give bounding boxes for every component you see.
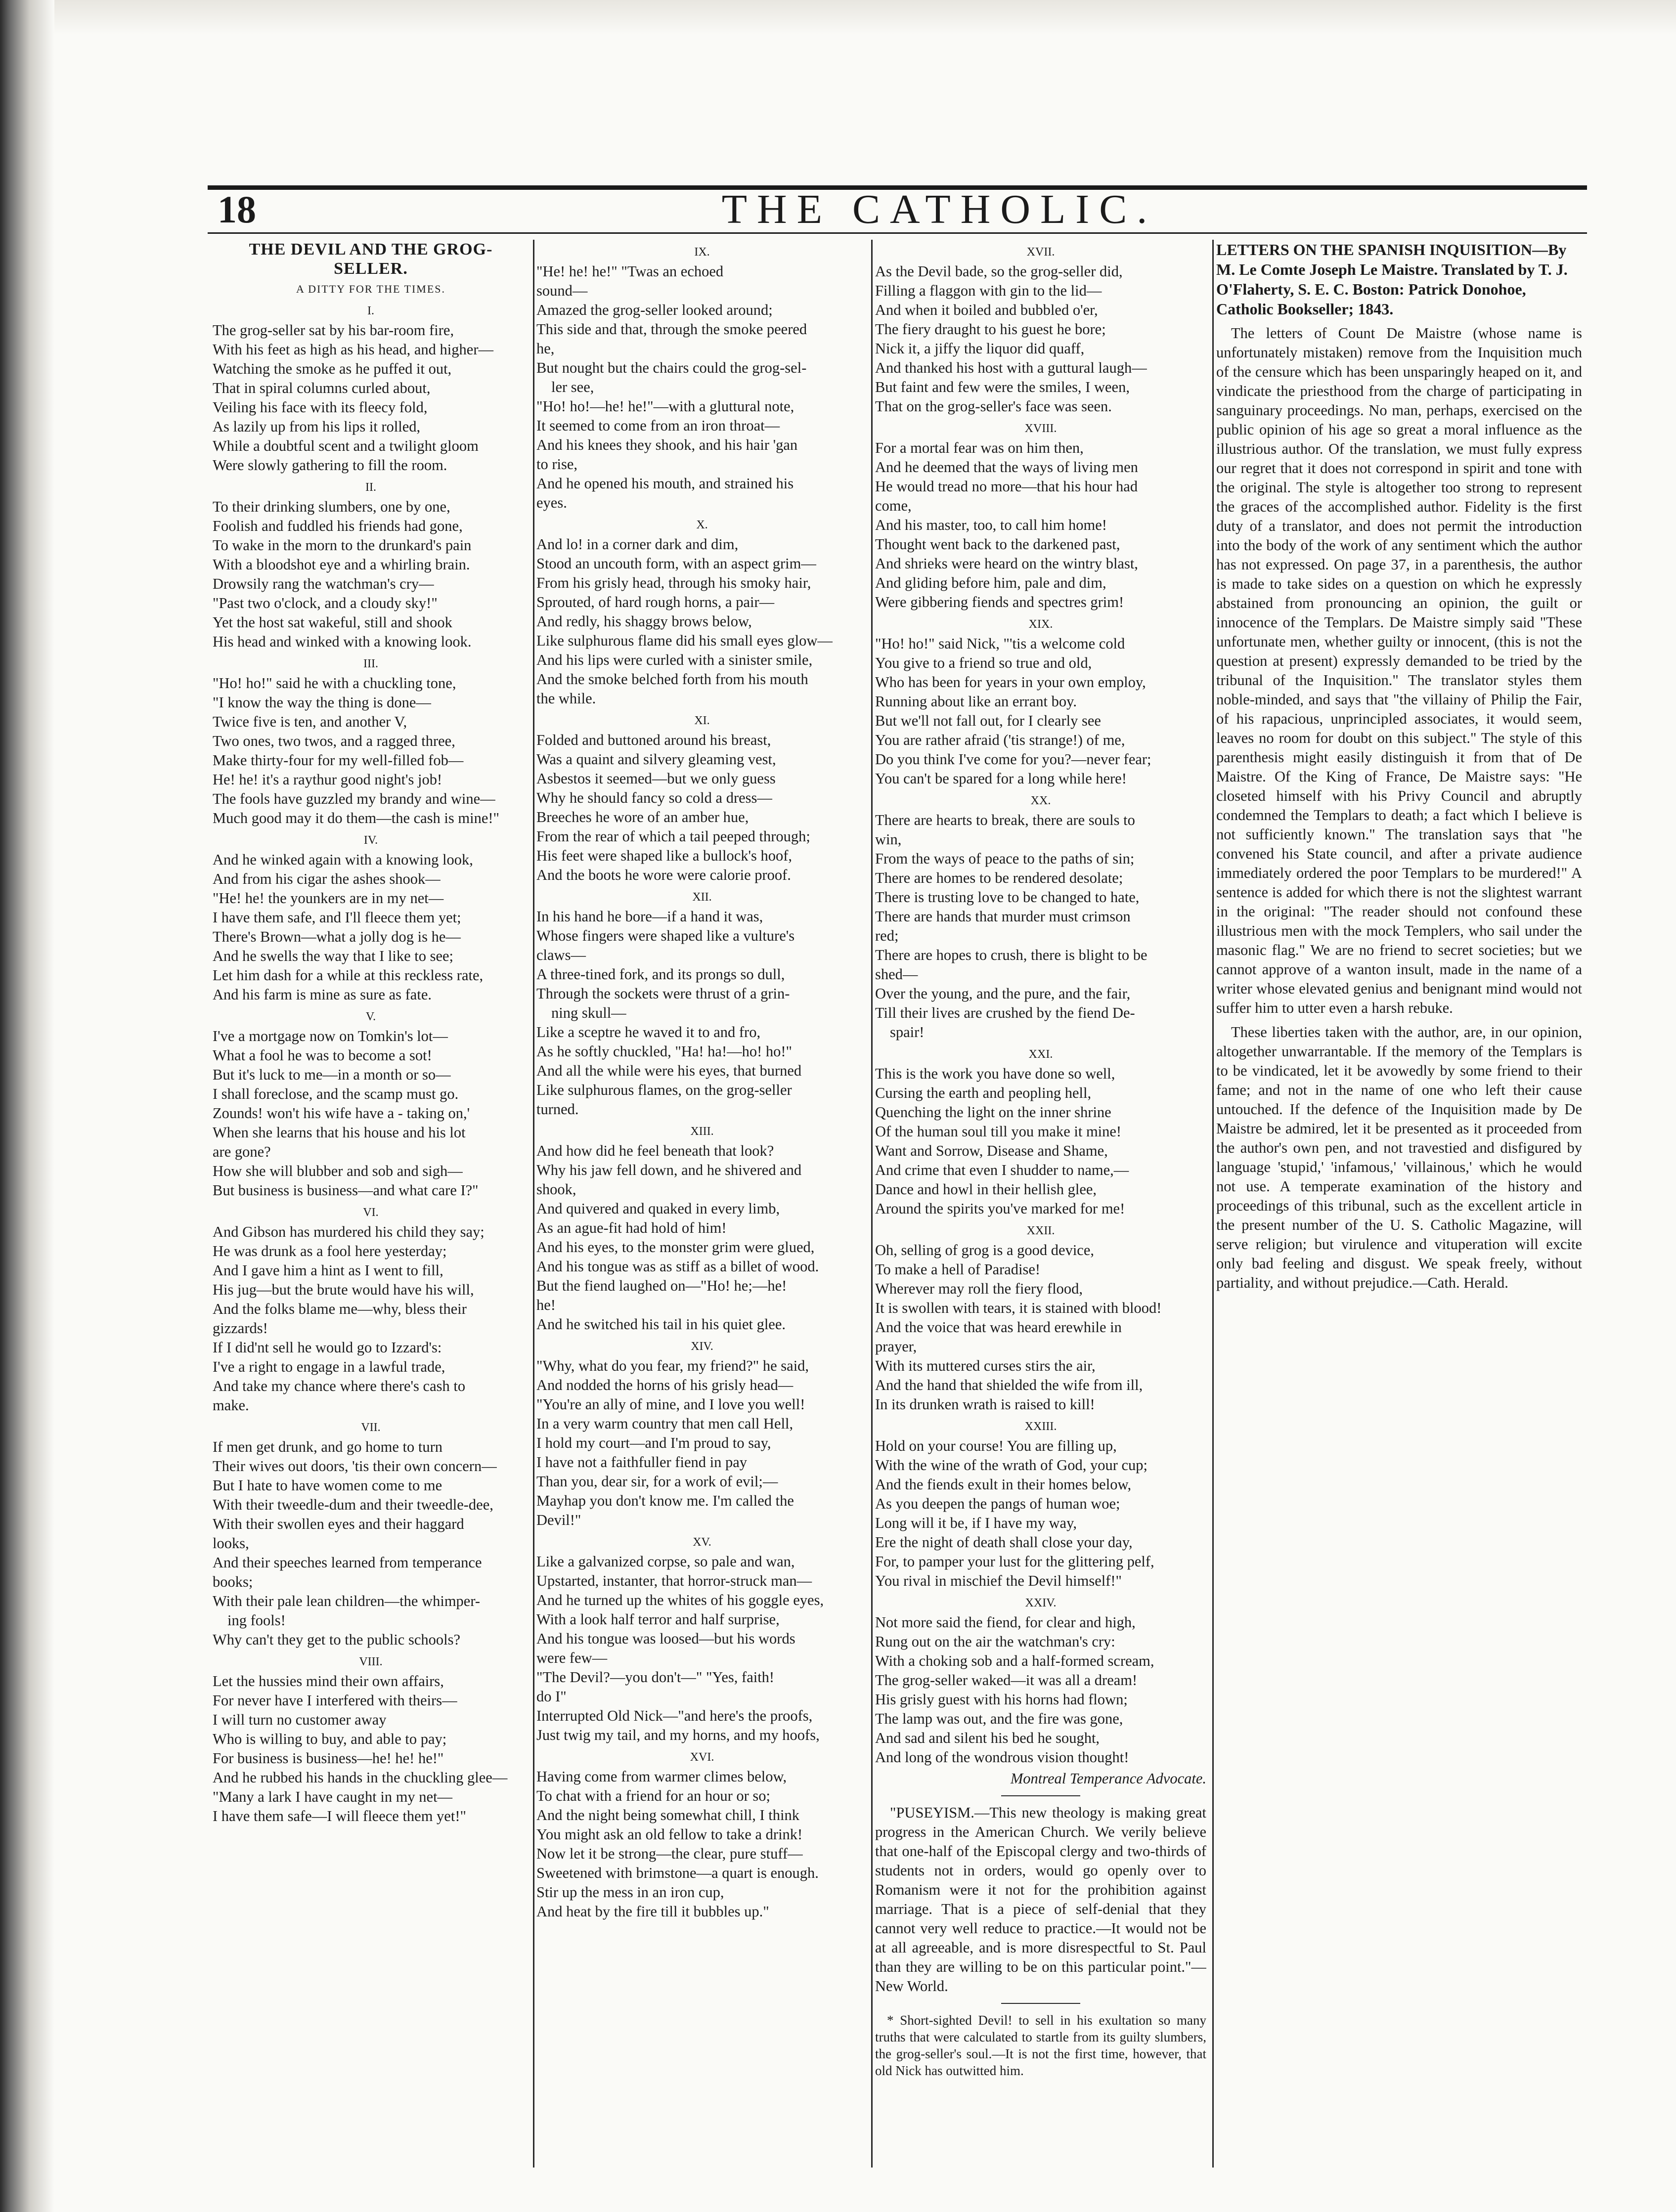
stanza-number: X.	[696, 519, 708, 531]
poem-line: But nought but the chairs could the grog-sel-	[536, 359, 807, 376]
poem-line: ning skull—	[551, 1004, 626, 1021]
poem-line: And gliding before him, pale and dim,	[875, 574, 1106, 591]
poem-line: Stood an uncouth form, with an aspect grim—	[536, 555, 816, 572]
poem-line: Of the human soul till you make it mine!	[875, 1123, 1122, 1140]
poem-line: And he switched his tail in his quiet glee.	[536, 1316, 786, 1333]
poem-line: win,	[875, 831, 902, 848]
poem-line: Oh, selling of grog is a good device,	[875, 1242, 1095, 1258]
poem-line: There is trusting love to be changed to hate,	[875, 889, 1140, 906]
poem-line: "I know the way the thing is done—	[213, 694, 431, 711]
poem-line: And take my chance where there's cash to	[213, 1378, 466, 1394]
poem-line: And redly, his shaggy brows below,	[536, 613, 752, 630]
poem-line: And he rubbed his hands in the chuckling glee—	[213, 1769, 508, 1786]
poem-title: THE DEVIL AND THE GROG-SELLER.	[249, 240, 493, 278]
poem-line: And I gave him a hint as I went to fill,	[213, 1262, 443, 1279]
poem-line: From the ways of peace to the paths of sin;	[875, 850, 1135, 867]
puseyism-article: "PUSEYISM.—This new theology is making great progress in the American Church. We verily believe that one-half of the Episcopal clergy and two-thirds of students not in orders, would go openly over to Romanism were it not for the prohibition against marriage. That is a piece of self-denial that they cannot very well reduce to practice.—It would not be at all agreeable, and is more disrespectful to St. Paul than they are willing to be on this particular point."—New World.	[875, 1804, 1206, 1995]
poem-line: As the Devil bade, so the grog-seller did,	[875, 263, 1123, 280]
poem-line: From the rear of which a tail peeped through;	[536, 828, 810, 845]
stanza-number: XX.	[1030, 794, 1051, 807]
poem-subtitle: A DITTY FOR THE TIMES.	[296, 283, 446, 295]
poem-line: But it's luck to me—in a month or so—	[213, 1066, 451, 1083]
poem-line: But the fiend laughed on—"Ho! he;—he!	[536, 1277, 787, 1294]
poem-line: Like a galvanized corpse, so pale and wan,	[536, 1553, 795, 1570]
poem-line: And his master, too, to call him home!	[875, 517, 1107, 533]
poem-line: Nick it, a jiffy the liquor did quaff,	[875, 340, 1085, 357]
poem-line: With a choking sob and a half-formed scream,	[875, 1652, 1154, 1669]
poem-line: The grog-seller waked—it was all a dream!	[875, 1672, 1138, 1689]
poem-line: Were gibbering fiends and spectres grim!	[875, 594, 1124, 610]
poem-line: Watching the smoke as he puffed it out,	[213, 360, 452, 377]
stanza-number: VII.	[361, 1421, 381, 1434]
stanza-number: XXIV.	[1025, 1597, 1057, 1609]
poem-line: As he softly chuckled, "Ha! ha!—ho! ho!"	[536, 1043, 792, 1060]
poem-line: He would tread no more—that his hour had	[875, 478, 1138, 495]
poem-line: "Many a lark I have caught in my net—	[213, 1788, 453, 1805]
poem-line: The lamp was out, and the fire was gone,	[875, 1710, 1123, 1727]
stanza-number: XXI.	[1028, 1048, 1053, 1061]
scan-edge-left	[0, 0, 54, 2212]
poem-line: And the smoke belched forth from his mouth	[536, 671, 808, 688]
poem-line: And the hand that shielded the wife from ill,	[875, 1377, 1143, 1393]
footnote: * Short-sighted Devil! to sell in his exultation so many truths that were calculated to startle from its guilty slumbers, the grog-seller's soul.—It is not the first time, however, that old Nick has outwitted him.	[875, 2013, 1206, 2078]
poem-line: Who has been for years in your own employ,	[875, 674, 1146, 691]
poem-line: This side and that, through the smoke peered	[536, 321, 807, 338]
stanza-number: IX.	[694, 246, 710, 259]
poem-line: shed—	[875, 966, 918, 983]
poem-line: With a bloodshot eye and a whirling brain.	[213, 556, 470, 573]
poem-line: His head and winked with a knowing look.	[213, 633, 472, 650]
poem-attribution: Montreal Temperance Advocate.	[1010, 1770, 1206, 1787]
header-bottom-rule	[208, 232, 1587, 234]
poem-line: Devil!"	[536, 1512, 581, 1528]
poem-line: There are hands that murder must crimson	[875, 908, 1131, 925]
poem-line: I have not a faithfuller fiend in pay	[536, 1454, 747, 1471]
poem-line: he,	[536, 340, 555, 357]
poem-line: A three-tined fork, and its prongs so dull,	[536, 966, 785, 983]
poem-line: But faint and few were the smiles, I ween,	[875, 379, 1130, 395]
poem-line: His jug—but the brute would have his will,	[213, 1281, 474, 1298]
column-4	[1216, 240, 1582, 2168]
poem-line: come,	[875, 497, 912, 514]
poem-line: It is swollen with tears, it is stained with blood!	[875, 1300, 1162, 1316]
poem-line: There are homes to be rendered desolate;	[875, 869, 1123, 886]
poem-line: Over the young, and the pure, and the fair,	[875, 985, 1131, 1002]
poem-line: Was a quaint and silvery gleaming vest,	[536, 751, 776, 768]
stanza-number: XVIII.	[1024, 422, 1057, 435]
poem-line: And his knees they shook, and his hair 'gan	[536, 436, 798, 453]
poem-line: "Why, what do you fear, my friend?" he said,	[536, 1357, 809, 1374]
poem-line: And the night being somewhat chill, I think	[536, 1807, 799, 1823]
poem-line: You might ask an old fellow to take a drink!	[536, 1826, 803, 1843]
poem-line: And thanked his host with a guttural laugh—	[875, 359, 1147, 376]
stanza-number: XV.	[693, 1536, 711, 1549]
poem-line: But we'll not fall out, for I clearly see	[875, 712, 1101, 729]
stanza-number: XVI.	[690, 1751, 714, 1764]
poem-line: Whose fingers were shaped like a vulture's	[536, 927, 795, 944]
poem-line: I shall foreclose, and the scamp must go.	[213, 1085, 459, 1102]
poem-line: Upstarted, instanter, that horror-struck man—	[536, 1572, 812, 1589]
column-1	[213, 240, 529, 2168]
poem-line: And he swells the way that I like to see;	[213, 948, 454, 964]
poem-line: Folded and buttoned around his breast,	[536, 732, 771, 748]
poem-line: There's Brown—what a jolly dog is he—	[213, 928, 461, 945]
poem-line: gizzards!	[213, 1320, 268, 1337]
masthead-title: THE CATHOLIC.	[721, 186, 1157, 232]
stanza-number: VIII.	[359, 1655, 383, 1668]
poem-line: And the voice that was heard erewhile in	[875, 1319, 1122, 1336]
poem-line: As you deepen the pangs of human woe;	[875, 1495, 1120, 1512]
poem-line: His feet were shaped like a bullock's hoof,	[536, 847, 793, 864]
poem-line: And his tongue was as stiff as a billet of wood.	[536, 1258, 819, 1275]
poem-line: The fiery draught to his guest he bore;	[875, 321, 1106, 338]
poem-line: Who is willing to buy, and able to pay;	[213, 1731, 447, 1747]
poem-line: That in spiral columns curled about,	[213, 380, 431, 396]
poem-line: You can't be spared for a long while here!	[875, 770, 1127, 787]
poem-line: With their swollen eyes and their haggard	[213, 1516, 464, 1532]
poem-line: Interrupted Old Nick—"and here's the proofs,	[536, 1707, 813, 1724]
poem-line: With their tweedle-dum and their tweedle-dee,	[213, 1496, 493, 1513]
poem-line: Breeches he wore of an amber hue,	[536, 809, 749, 825]
poem-line: How she will blubber and sob and sigh—	[213, 1163, 463, 1179]
poem-line: The grog-seller sat by his bar-room fire,	[213, 322, 454, 339]
poem-line: And sad and silent his bed he sought,	[875, 1730, 1100, 1746]
poem-line: And from his cigar the ashes shook—	[213, 870, 441, 887]
poem-stanzas-part-3	[875, 243, 1206, 1767]
poem-line: And his lips were curled with a sinister smile,	[536, 651, 813, 668]
column-rule	[871, 240, 873, 2168]
poem-line: The fools have guzzled my brandy and wine—	[213, 790, 495, 807]
poem-line: Running about like an errant boy.	[875, 693, 1077, 710]
poem-line: Not more said the fiend, for clear and high,	[875, 1614, 1136, 1631]
poem-line: And his eyes, to the monster grim were glued,	[536, 1239, 815, 1256]
poem-line: Cursing the earth and peopling hell,	[875, 1084, 1092, 1101]
poem-line: "Ho! ho!" said Nick, "'tis a welcome cold	[875, 635, 1125, 652]
poem-line: Filling a flaggon with gin to the lid—	[875, 282, 1102, 299]
poem-line: Like sulphurous flames, on the grog-seller	[536, 1082, 792, 1098]
poem-line: Make thirty-four for my well-filled fob—	[213, 752, 464, 769]
poem-line: In his hand he bore—if a hand it was,	[536, 908, 763, 925]
poem-line: I've a right to engage in a lawful trade,	[213, 1358, 445, 1375]
poem-line: Let him dash for a while at this reckless rate,	[213, 967, 484, 984]
poem-line: To make a hell of Paradise!	[875, 1261, 1041, 1278]
page-number: 18	[218, 188, 256, 231]
poem-line: "Ho! ho!—he! he!"—with a gluttural note,	[536, 398, 794, 415]
poem-line: And how did he feel beneath that look?	[536, 1142, 774, 1159]
stanza-number: XVII.	[1026, 246, 1055, 259]
poem-line: And he deemed that the ways of living men	[875, 459, 1138, 476]
poem-line: If men get drunk, and go home to turn	[213, 1438, 443, 1455]
poem-line: And their speeches learned from temperance	[213, 1554, 482, 1571]
poem-line: But business is business—and what care I?"	[213, 1182, 479, 1199]
poem-line: Sprouted, of hard rough horns, a pair—	[536, 594, 775, 610]
stanza-number: IV.	[363, 834, 378, 847]
poem-line: Hold on your course! You are filling up,	[875, 1437, 1117, 1454]
poem-line: "You're an ally of mine, and I love you well!	[536, 1396, 805, 1413]
letters-paragraph: The letters of Count De Maistre (whose name is unfortunately mistaken) remove from the Inquisition much of the censure which has been unsparingly heaped on it, and vindicate the priesthood from the charge of participating in sanguinary proceedings. No man, perhaps, exercised on the public opinion of his age so great a moral influence as the illustrious author. Of the translation, we must fully express our regret that it does not correspond in spirit and tone with the original. The style is altogether too strong to represent the graces of the accomplished author. Fidelity is the first duty of a translator, and does not permit the introduction into the body of the work of any sentiment which the author has not expressed. On page 37, in a parenthesis, the author is made to take sides on a question on which he expressly abstained from pronouncing an opinion, the guilt or innocence of the Templars. De Maistre simply said "These unfortunate men, whether guilty or innocent, (this is not the question at present) expressly demanded to be tried by the tribunal of the Inquisition." The translator styles them noble-minded, and says that "the villainy of Philip the Fair, of his rapacious, unprincipled associates, it would seem, leaves no room for doubt on this subject." The style of this parenthesis might easily distinguish it from that of De Maistre. Of the King of France, De Maistre says: "He closeted himself with his Privy Council and abruptly condemned the Templars to death; a fact which I believe is not sufficiently known." The translation says that "he convened his State council, and after a private audience immediately ordered the poor Templars to be murdered!" A sentence is added for which there is not the slightest warrant in the original: "The reader should not confound these illustrious men with the mock Templers, who sail under the masonic flag." We are no friend to secret societies; but we cannot approve of a wanton insult, made in the name of a writer whose elevated genius and benignant mind would not suffer him to utter even a harsh rebuke.	[1216, 325, 1582, 1016]
poem-line: He was drunk as a fool here yesterday;	[213, 1243, 447, 1259]
poem-line: And the fiends exult in their homes below,	[875, 1476, 1132, 1493]
poem-line: While a doubtful scent and a twilight gloom	[213, 437, 479, 454]
poem-line: As lazily up from his lips it rolled,	[213, 418, 421, 435]
poem-line: This is the work you have done so well,	[875, 1065, 1115, 1082]
poem-line: Foolish and fuddled his friends had gone,	[213, 518, 463, 534]
poem-line: Now let it be strong—the clear, pure stuff—	[536, 1845, 803, 1862]
poem-line: As an ague-fit had hold of him!	[536, 1219, 727, 1236]
section-divider	[1001, 2003, 1080, 2004]
column-3	[875, 240, 1206, 2168]
poem-line: For, to pamper your lust for the glittering pelf,	[875, 1553, 1154, 1570]
poem-line: You are rather afraid ('tis strange!) of me,	[875, 732, 1125, 748]
poem-line: And all the while were his eyes, that burned	[536, 1062, 802, 1079]
poem-line: And shrieks were heard on the wintry blast,	[875, 555, 1138, 572]
poem-line: Why his jaw fell down, and he shivered and	[536, 1162, 802, 1178]
poem-line: You rival in mischief the Devil himself!"	[875, 1572, 1122, 1589]
poem-line: You give to a friend so true and old,	[875, 654, 1092, 671]
poem-line: In a very warm country that men call Hell,	[536, 1415, 794, 1432]
poem-line: Long will it be, if I have my way,	[875, 1515, 1077, 1531]
poem-line: Through the sockets were thrust of a grin-	[536, 985, 790, 1002]
poem-line: prayer,	[875, 1338, 917, 1355]
poem-line: books;	[213, 1573, 253, 1590]
column-rule	[533, 240, 534, 2168]
poem-line: With its muttered curses stirs the air,	[875, 1357, 1096, 1374]
poem-line: Around the spirits you've marked for me!	[875, 1200, 1125, 1217]
poem-line: Like a sceptre he waved it to and fro,	[536, 1024, 761, 1041]
poem-line: do I"	[536, 1688, 567, 1705]
poem-line: Why can't they get to the public schools?	[213, 1631, 460, 1648]
poem-line: "Past two o'clock, and a cloudy sky!"	[213, 595, 438, 611]
poem-line: If I did'nt sell he would go to Izzard's:	[213, 1339, 442, 1356]
poem-line: he!	[536, 1297, 556, 1313]
poem-line: Let the hussies mind their own affairs,	[213, 1673, 444, 1690]
poem-line: Quenching the light on the inner shrine	[875, 1104, 1111, 1121]
poem-line: Rung out on the air the watchman's cry:	[875, 1633, 1115, 1650]
poem-line: spair!	[890, 1024, 925, 1041]
poem-line: I've a mortgage now on Tomkin's lot—	[213, 1028, 448, 1044]
poem-line: Zounds! won't his wife have a - taking on,'	[213, 1105, 470, 1122]
poem-line: To wake in the morn to the drunkard's pain	[213, 537, 472, 554]
column-2	[536, 240, 868, 2168]
poem-line: In its drunken wrath is raised to kill!	[875, 1396, 1095, 1413]
poem-line: Veiling his face with its fleecy fold,	[213, 399, 428, 416]
poem-line: to rise,	[536, 456, 578, 473]
poem-line: And he turned up the whites of his goggle eyes,	[536, 1592, 824, 1608]
poem-line: From his grisly head, through his smoky hair,	[536, 574, 811, 591]
stanza-number: III.	[363, 657, 378, 670]
poem-line: To chat with a friend for an hour or so;	[536, 1787, 771, 1804]
poem-line: And his tongue was loosed—but his words	[536, 1630, 795, 1647]
poem-line: His grisly guest with his horns had flown;	[875, 1691, 1128, 1708]
poem-line: turned.	[536, 1101, 579, 1118]
stanza-number: XIV.	[691, 1340, 713, 1353]
poem-line: And heat by the fire till it bubbles up."	[536, 1903, 769, 1920]
poem-line: the while.	[536, 690, 596, 707]
poem-line: Do you think I've come for you?—never fear;	[875, 751, 1151, 768]
poem-line: Than you, dear sir, for a work of evil;—	[536, 1473, 778, 1490]
poem-line: Were slowly gathering to fill the room.	[213, 457, 447, 474]
poem-line: Want and Sorrow, Disease and Shame,	[875, 1142, 1108, 1159]
poem-line: ler see,	[551, 379, 594, 395]
stanza-number: XXIII.	[1024, 1420, 1057, 1433]
poem-stanzas-part-1	[213, 302, 529, 1826]
poem-line: make.	[213, 1397, 249, 1414]
poem-line: "The Devil?—you don't—" "Yes, faith!	[536, 1669, 775, 1686]
poem-line: It seemed to come from an iron throat—	[536, 417, 780, 434]
poem-line: To their drinking slumbers, one by one,	[213, 498, 450, 515]
poem-line: I have them safe, and I'll fleece them yet;	[213, 909, 461, 926]
stanza-number: XIII.	[690, 1125, 714, 1138]
scan-edge-top	[0, 0, 1676, 35]
poem-line: With the wine of the wrath of God, your cup;	[875, 1457, 1148, 1474]
letters-heading: LETTERS ON THE SPANISH INQUISITION—By M. Le Comte Joseph Le Maistre. Translated by T. J. O'Flaherty, S. E. C. Boston: Patrick Donohoe, Catholic Bookseller; 1843.	[1216, 241, 1568, 318]
poem-line: For business is business—he! he! he!"	[213, 1750, 444, 1767]
poem-line: Why he should fancy so cold a dress—	[536, 789, 772, 806]
poem-line: Mayhap you don't know me. I'm called the	[536, 1492, 794, 1509]
poem-line: were few—	[536, 1649, 608, 1666]
poem-line: And crime that even I shudder to name,—	[875, 1162, 1129, 1178]
poem-line: Yet the host sat wakeful, still and shook	[213, 614, 452, 631]
poem-line: And Gibson has murdered his child they say;	[213, 1223, 485, 1240]
poem-line: There are hearts to break, there are souls to	[875, 812, 1135, 828]
poem-line: "He! he! he!" "Twas an echoed	[536, 263, 724, 280]
poem-line: Their wives out doors, 'tis their own concern—	[213, 1458, 497, 1475]
poem-line: Thought went back to the darkened past,	[875, 536, 1120, 553]
poem-stanzas-part-2	[536, 243, 868, 1921]
column-rule	[1212, 240, 1214, 2168]
section-divider	[1001, 1795, 1080, 1796]
poem-line: And he opened his mouth, and strained his	[536, 475, 794, 492]
poem-line: Two ones, two twos, and a ragged three,	[213, 733, 455, 749]
poem-line: eyes.	[536, 494, 567, 511]
poem-line: And nodded the horns of his grisly head—	[536, 1377, 794, 1393]
poem-line: What a fool he was to become a sot!	[213, 1047, 432, 1064]
stanza-number: XI.	[694, 714, 710, 727]
poem-line: ing fools!	[227, 1612, 286, 1629]
poem-line: Twice five is ten, and another V,	[213, 713, 407, 730]
poem-line: I will turn no customer away	[213, 1711, 387, 1728]
poem-line: I hold my court—and I'm proud to say,	[536, 1434, 771, 1451]
stanza-number: V.	[365, 1010, 376, 1023]
poem-line: And lo! in a corner dark and dim,	[536, 536, 739, 553]
poem-line: "He! he! the younkers are in my net—	[213, 890, 444, 907]
poem-line: Ere the night of death shall close your day,	[875, 1534, 1133, 1551]
stanza-number: I.	[367, 304, 374, 317]
poem-line: sound—	[536, 282, 588, 299]
stanza-number: II.	[365, 481, 376, 494]
poem-line: Wherever may roll the fiery flood,	[875, 1280, 1083, 1297]
poem-line: Drowsily rang the watchman's cry—	[213, 575, 434, 592]
poem-line: And long of the wondrous vision thought!	[875, 1749, 1129, 1766]
poem-line: But I hate to have women come to me	[213, 1477, 442, 1494]
poem-line: And the folks blame me—why, bless their	[213, 1301, 467, 1317]
poem-line: I have them safe—I will fleece them yet!"	[213, 1808, 466, 1824]
poem-line: And the boots he wore were calorie proof.	[536, 867, 791, 883]
poem-line: With their pale lean children—the whimper-	[213, 1593, 481, 1609]
poem-line: And when it boiled and bubbled o'er,	[875, 302, 1098, 318]
poem-line: Till their lives are crushed by the fiend De-	[875, 1004, 1135, 1021]
poem-line: looks,	[213, 1535, 249, 1552]
poem-line: Like sulphurous flame did his small eyes glow—	[536, 632, 833, 649]
letters-paragraph: These liberties taken with the author, are, in our opinion, altogether unwarrantable. If the memory of the Templars is to be vindicated, let it be avowedly by some friend to their fame; and not in the name of one who left their cause untouched. If the defence of the Inquisition made by De Maistre be admired, let it be presented as it proceeded from the author's own pen, and not travestied and disfigured by language 'stupid,' 'infamous,' 'villainous,' which he would not use. A temperate examination of the history and proceedings of this tribunal, such as the excellent article in the present number of the U. S. Catholic Magazine, will serve religion; but virulence and vituperation will excite only bad feeling and disgust. We speak freely, without partiality, and without prejudice.—Cath. Herald.	[1216, 1024, 1582, 1291]
stanza-number: VI.	[363, 1206, 379, 1219]
poem-line: claws—	[536, 947, 586, 963]
poem-line: And his farm is mine as sure as fate.	[213, 986, 432, 1003]
poem-line: Dance and howl in their hellish glee,	[875, 1181, 1097, 1198]
stanza-number: XIX.	[1028, 618, 1053, 631]
poem-line: For a mortal fear was on him then,	[875, 439, 1084, 456]
poem-line: He! he! it's a raythur good night's job!	[213, 771, 442, 788]
poem-line: red;	[875, 927, 899, 944]
poem-line: Asbestos it seemed—but we only guess	[536, 770, 776, 787]
poem-line: "Ho! ho!" said he with a chuckling tone,	[213, 675, 456, 692]
poem-line: With his feet as high as his head, and higher—	[213, 341, 493, 358]
poem-line: When she learns that his house and his lot	[213, 1124, 466, 1141]
poem-line: That on the grog-seller's face was seen.	[875, 398, 1112, 415]
poem-line: are gone?	[213, 1143, 271, 1160]
stanza-number: XII.	[692, 891, 712, 904]
poem-line: Sweetened with brimstone—a quart is enough.	[536, 1865, 819, 1881]
poem-line: Amazed the grog-seller looked around;	[536, 302, 773, 318]
poem-line: With a look half terror and half surprise,	[536, 1611, 780, 1628]
poem-line: And he winked again with a knowing look,	[213, 851, 473, 868]
poem-line: There are hopes to crush, there is blight to be	[875, 947, 1147, 963]
poem-line: Stir up the mess in an iron cup,	[536, 1884, 724, 1901]
poem-line: Having come from warmer climes below,	[536, 1768, 787, 1785]
poem-line: For never have I interfered with theirs—	[213, 1692, 457, 1709]
poem-line: Just twig my tail, and my horns, and my hoofs,	[536, 1727, 820, 1743]
poem-line: And quivered and quaked in every limb,	[536, 1200, 780, 1217]
poem-line: shook,	[536, 1181, 576, 1198]
stanza-number: XXII.	[1026, 1224, 1055, 1237]
poem-line: Much good may it do them—the cash is mine!"	[213, 810, 499, 826]
